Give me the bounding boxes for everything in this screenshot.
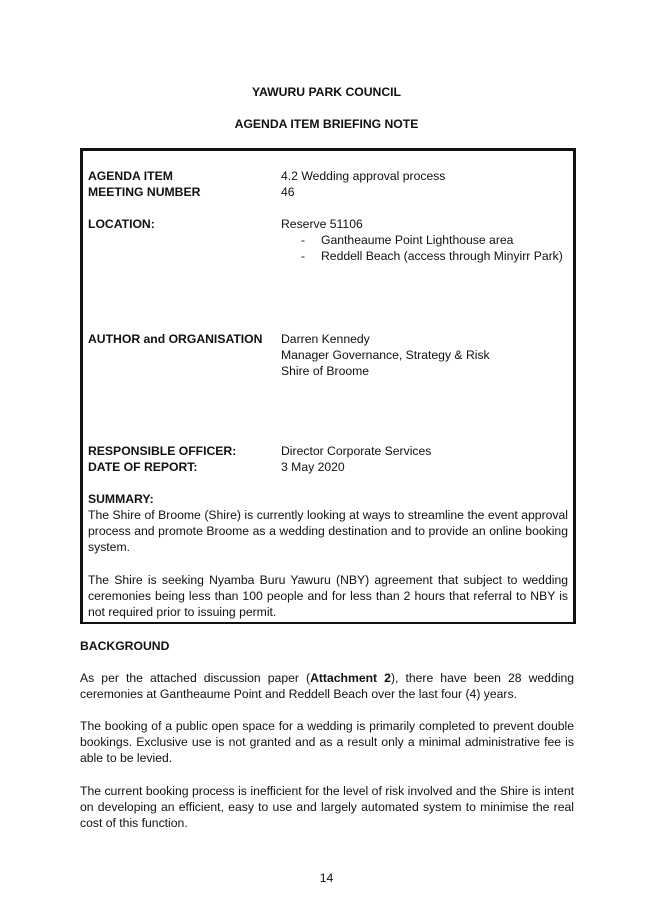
summary-label: SUMMARY: — [88, 492, 154, 506]
summary-paragraph: The Shire of Broome (Shire) is currently looking at ways to streamline the event approval process and promote Broome as a wedding destination and to provide an online booking system. — [88, 508, 568, 554]
meeting-number-label: MEETING NUMBER — [88, 185, 201, 199]
background-heading: BACKGROUND — [80, 639, 170, 653]
background-paragraph: The current booking process is inefficient for the level of risk involved and the Shire is intent on developing an efficient, easy to use and largely automated system to minimise the real cost of this function. — [80, 784, 574, 830]
responsible-officer-label: RESPONSIBLE OFFICER: — [88, 444, 237, 458]
background-paragraph — [80, 670, 574, 702]
agenda-item-label: AGENDA ITEM — [88, 169, 173, 183]
page-number: 14 — [319, 871, 334, 885]
author-label: AUTHOR and ORGANISATION — [88, 332, 263, 346]
bullet-dash: - — [301, 249, 306, 263]
location-bullet — [301, 232, 513, 248]
background-paragraph: The booking of a public open space for a wedding is primarily completed to prevent double bookings. Exclusive use is not granted and as a result only a minimal administrative fee is able to be levied. — [80, 719, 574, 765]
paragraph-text: ), there have been 28 wedding ceremonies at Gantheaume Point and Reddell Beach over the last four (4) years. — [80, 671, 574, 701]
location-label: LOCATION: — [88, 217, 155, 231]
location-value: Reserve 51106 — [281, 217, 363, 231]
date-label: DATE OF REPORT: — [88, 460, 198, 474]
location-bullet-text: Reddell Beach (access through Minyirr Park) — [321, 249, 563, 263]
briefing-box — [80, 148, 576, 624]
attachment-reference: Attachment 2 — [310, 671, 391, 685]
bullet-dash: - — [301, 233, 306, 247]
date-value: 3 May 2020 — [281, 460, 345, 474]
paragraph-text: As per the attached discussion paper ( — [80, 671, 311, 685]
location-bullet — [301, 248, 563, 264]
agenda-item-value: 4.2 Wedding approval process — [281, 169, 446, 183]
responsible-officer-value: Director Corporate Services — [281, 444, 432, 458]
meeting-number-value: 46 — [281, 185, 295, 199]
note-type-title: AGENDA ITEM BRIEFING NOTE — [234, 117, 419, 131]
location-bullet-text: Gantheaume Point Lighthouse area — [321, 233, 514, 247]
author-line: Shire of Broome — [281, 364, 370, 378]
author-line: Manager Governance, Strategy & Risk — [281, 348, 490, 362]
summary-paragraph: The Shire is seeking Nyamba Buru Yawuru (NBY) agreement that subject to wedding ceremonies being less than 100 people and for less than 2 hours that referral to NBY is not required prior to issuing permit. — [88, 573, 568, 619]
council-title: YAWURU PARK COUNCIL — [252, 85, 401, 99]
author-line: Darren Kennedy — [281, 332, 370, 346]
